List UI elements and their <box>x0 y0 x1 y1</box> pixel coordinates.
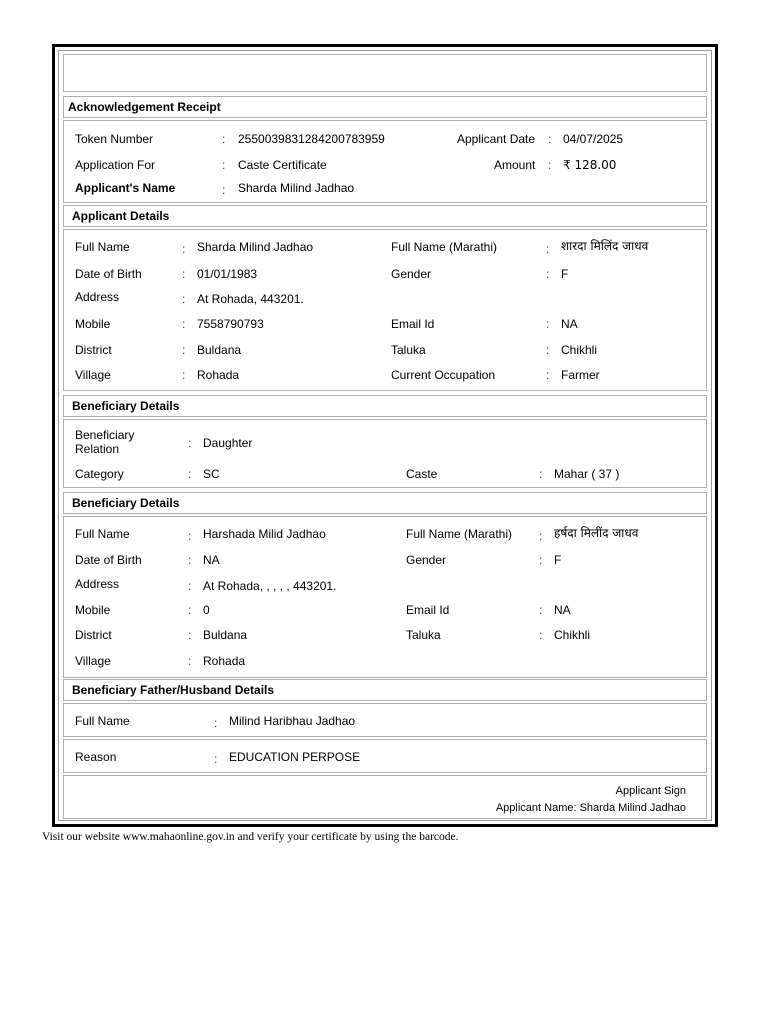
applicant-sign-label: Applicant Sign <box>615 785 686 797</box>
colon: : <box>546 317 550 331</box>
father-husband-header <box>63 679 707 701</box>
applicant-details-box <box>63 229 707 391</box>
mobile-label: Mobile <box>75 603 111 617</box>
colon: : <box>222 183 226 197</box>
beneficiary-details-box <box>63 516 707 678</box>
reason-label: Reason <box>75 750 117 764</box>
gender-value: F <box>561 267 569 281</box>
colon: : <box>182 317 186 331</box>
mobile-value: 7558790793 <box>197 317 264 331</box>
receipt-info-box <box>63 120 707 203</box>
colon: : <box>188 529 192 543</box>
dob-label: Date of Birth <box>75 553 142 567</box>
email-label: Email Id <box>391 317 435 331</box>
colon: : <box>548 158 552 172</box>
applicant-details-title: Applicant Details <box>72 209 170 223</box>
address-label: Address <box>75 577 120 591</box>
top-blank-box <box>63 54 707 92</box>
reason-value: EDUCATION PERPOSE <box>229 750 361 764</box>
colon: : <box>182 343 186 357</box>
email-value: NA <box>554 603 571 617</box>
beneficiary-relation-box <box>63 419 707 488</box>
colon: : <box>188 553 192 567</box>
receipt-frame <box>52 44 718 827</box>
occupation-value: Farmer <box>561 368 600 382</box>
village-label: Village <box>75 654 111 668</box>
mobile-value: 0 <box>203 603 210 617</box>
email-label: Email Id <box>406 603 450 617</box>
full-name-value: Harshada Milid Jadhao <box>203 527 326 541</box>
applicant-date-value: 04/07/2025 <box>563 132 624 146</box>
district-label: District <box>75 628 112 642</box>
address-value: At Rohada, , , , , 443201. <box>203 579 337 593</box>
dob-value: NA <box>203 553 220 567</box>
colon: : <box>546 242 550 256</box>
email-value: NA <box>561 317 578 331</box>
colon: : <box>188 654 192 668</box>
acknowledgement-header <box>63 96 707 118</box>
occupation-label: Current Occupation <box>391 368 496 382</box>
relation-label-line1: Beneficiary <box>75 428 135 442</box>
father-name-box <box>63 703 707 737</box>
colon: : <box>222 158 226 172</box>
district-label: District <box>75 343 112 357</box>
colon: : <box>539 529 543 543</box>
colon: : <box>188 628 192 642</box>
colon: : <box>182 368 186 382</box>
village-value: Rohada <box>203 654 246 668</box>
taluka-label: Taluka <box>406 628 441 642</box>
applicant-date-label: Applicant Date <box>457 132 536 146</box>
district-value: Buldana <box>203 628 248 642</box>
colon: : <box>548 132 552 146</box>
reason-box <box>63 739 707 773</box>
colon: : <box>188 579 192 593</box>
taluka-value: Chikhli <box>554 628 591 642</box>
address-label: Address <box>75 290 120 304</box>
beneficiary-details-header-2 <box>63 492 707 514</box>
full-name-marathi-label: Full Name (Marathi) <box>406 527 513 541</box>
address-value: At Rohada, 443201. <box>197 292 304 306</box>
colon: : <box>546 368 550 382</box>
applicant-details-header <box>63 205 707 227</box>
full-name-marathi-value: शारदा मिलिंद जाधव <box>561 239 649 253</box>
category-value: SC <box>203 467 220 481</box>
full-name-value: Sharda Milind Jadhao <box>197 240 314 254</box>
father-full-name-value: Milind Haribhau Jadhao <box>229 714 356 728</box>
taluka-label: Taluka <box>391 343 426 357</box>
taluka-value: Chikhli <box>561 343 598 357</box>
receipt-inner-frame <box>58 50 712 821</box>
amount-label: Amount <box>494 158 536 172</box>
colon: : <box>222 132 226 146</box>
caste-value: Mahar ( 37 ) <box>554 467 620 481</box>
village-value: Rohada <box>197 368 240 382</box>
colon: : <box>188 603 192 617</box>
colon: : <box>546 343 550 357</box>
amount-value: ₹ 128.00 <box>563 158 617 172</box>
colon: : <box>182 267 186 281</box>
colon: : <box>539 467 543 481</box>
gender-label: Gender <box>406 553 447 567</box>
beneficiary-details-title: Beneficiary Details <box>72 399 180 413</box>
colon: : <box>546 267 550 281</box>
dob-label: Date of Birth <box>75 267 142 281</box>
relation-label-line2: Relation <box>75 442 120 456</box>
category-label: Category <box>75 467 124 481</box>
colon: : <box>188 436 192 450</box>
full-name-label: Full Name <box>75 527 130 541</box>
application-for-label: Application For <box>75 158 156 172</box>
colon: : <box>182 242 186 256</box>
signature-box <box>63 775 707 819</box>
applicant-sign-name: Applicant Name: Sharda Milind Jadhao <box>495 802 686 814</box>
colon: : <box>539 603 543 617</box>
applicant-name-label: Applicant's Name <box>75 181 176 195</box>
beneficiary-details-title-2: Beneficiary Details <box>72 496 180 510</box>
full-name-label: Full Name <box>75 240 130 254</box>
father-husband-title: Beneficiary Father/Husband Details <box>72 683 275 697</box>
mobile-label: Mobile <box>75 317 111 331</box>
caste-label: Caste <box>406 467 438 481</box>
beneficiary-details-header <box>63 395 707 417</box>
colon: : <box>182 292 186 306</box>
father-full-name-label: Full Name <box>75 714 130 728</box>
colon: : <box>214 716 218 730</box>
colon: : <box>214 752 218 766</box>
full-name-marathi-label: Full Name (Marathi) <box>391 240 498 254</box>
colon: : <box>539 553 543 567</box>
gender-value: F <box>554 553 562 567</box>
district-value: Buldana <box>197 343 242 357</box>
applicant-name-value: Sharda Milind Jadhao <box>238 181 355 195</box>
relation-value: Daughter <box>203 436 253 450</box>
full-name-marathi-value: हर्षदा मिलींद जाधव <box>554 526 639 540</box>
verification-note: Visit our website www.mahaonline.gov.in and verify your certificate by using the barcode. <box>42 831 459 843</box>
token-value: 255003983128420078395​9 <box>238 132 385 146</box>
acknowledgement-title: Acknowledgement Receipt <box>68 100 221 114</box>
colon: : <box>188 467 192 481</box>
colon: : <box>539 628 543 642</box>
village-label: Village <box>75 368 111 382</box>
dob-value: 01/01/1983 <box>197 267 258 281</box>
token-label: Token Number <box>75 132 154 146</box>
gender-label: Gender <box>391 267 432 281</box>
application-for-value: Caste Certificate <box>238 158 327 172</box>
